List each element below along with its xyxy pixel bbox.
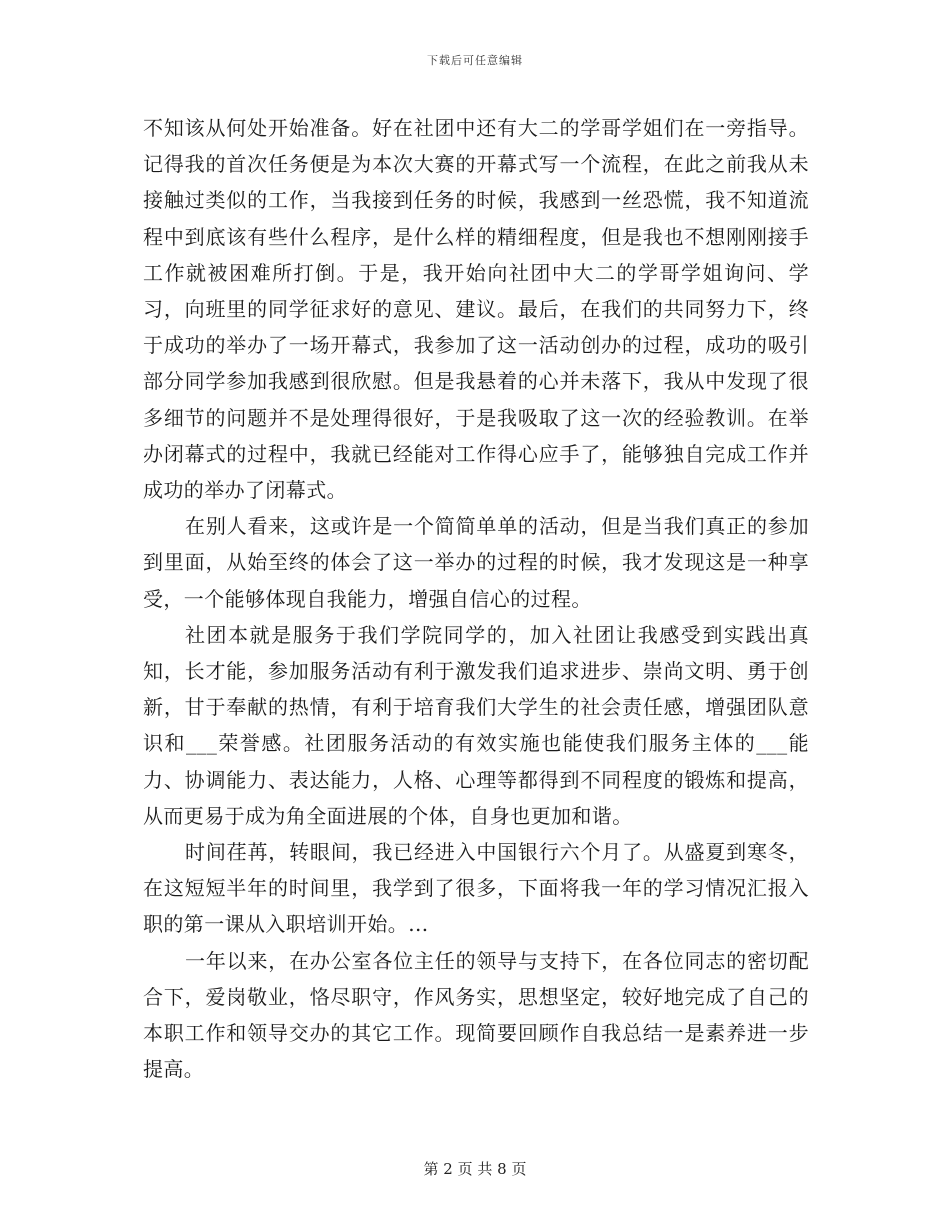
paragraph-2: 在别人看来，这或许是一个简简单单的活动，但是当我们真正的参加到里面，从始至终的体会了这一举办的过程的时候，我才发现这是一种享受，一个能够体现自我能力，增强自信心的过程。 bbox=[143, 514, 809, 611]
paragraph-1: 不知该从何处开始准备。好在社团中还有大二的学哥学姐们在一旁指导。记得我的首次任务便是为本次大赛的开幕式写一个流程，在此之前我从未接触过类似的工作，当我接到任务的时候，我感到一丝恐慌，我不知道流程中到底该有些什么程序，是什么样的精细程度，但是我也不想刚刚接手工作就被困难所打倒。于是，我开始向社团中大二的学哥学姐询问、学习，向班里的同学征求好的意见、建议。最后，在我们的共同努力下，终于成功的举办了一场开幕式，我参加了这一活动创办的过程，成功的吸引部分同学参加我感到很欣慰。但是我悬着的心并未落下，我从中发现了很多细节的问题并不是处理得很好，于是我吸取了这一次的经验教训。在举办闭幕式的过程中，我就已经能对工作得心应手了，能够独自完成工作并成功的举办了闭幕式。 bbox=[143, 116, 809, 503]
document-body bbox=[143, 110, 809, 1087]
page-header: 下载后可任意编辑 bbox=[427, 54, 523, 67]
paragraph-5: 一年以来，在办公室各位主任的领导与支持下，在各位同志的密切配合下，爱岗敬业，恪尽职守，作风务实，思想坚定，较好地完成了自己的本职工作和领导交办的其它工作。现简要回顾作自我总结一是素养进一步提高。 bbox=[143, 948, 809, 1082]
page-footer: 第 2 页 共 8 页 bbox=[423, 1160, 527, 1178]
paragraph-4: 时间荏苒，转眼间，我已经进入中国银行六个月了。从盛夏到寒冬，在这短短半年的时间里，我学到了很多，下面将我一年的学习情况汇报入职的第一课从入职培训开始。... bbox=[143, 840, 809, 937]
paragraph-3: 社团本就是服务于我们学院同学的，加入社团让我感受到实践出真知，长才能，参加服务活动有利于激发我们追求进步、崇尚文明、勇于创新，甘于奉献的热情，有利于培育我们大学生的社会责任感，增强团队意识和___荣誉感。社团服务活动的有效实施也能使我们服务主体的___能力、协调能力、表达能力，人格、心理等都得到不同程度的锻炼和提高，从而更易于成为角全面进展的个体，自身也更加和谐。 bbox=[143, 622, 809, 828]
